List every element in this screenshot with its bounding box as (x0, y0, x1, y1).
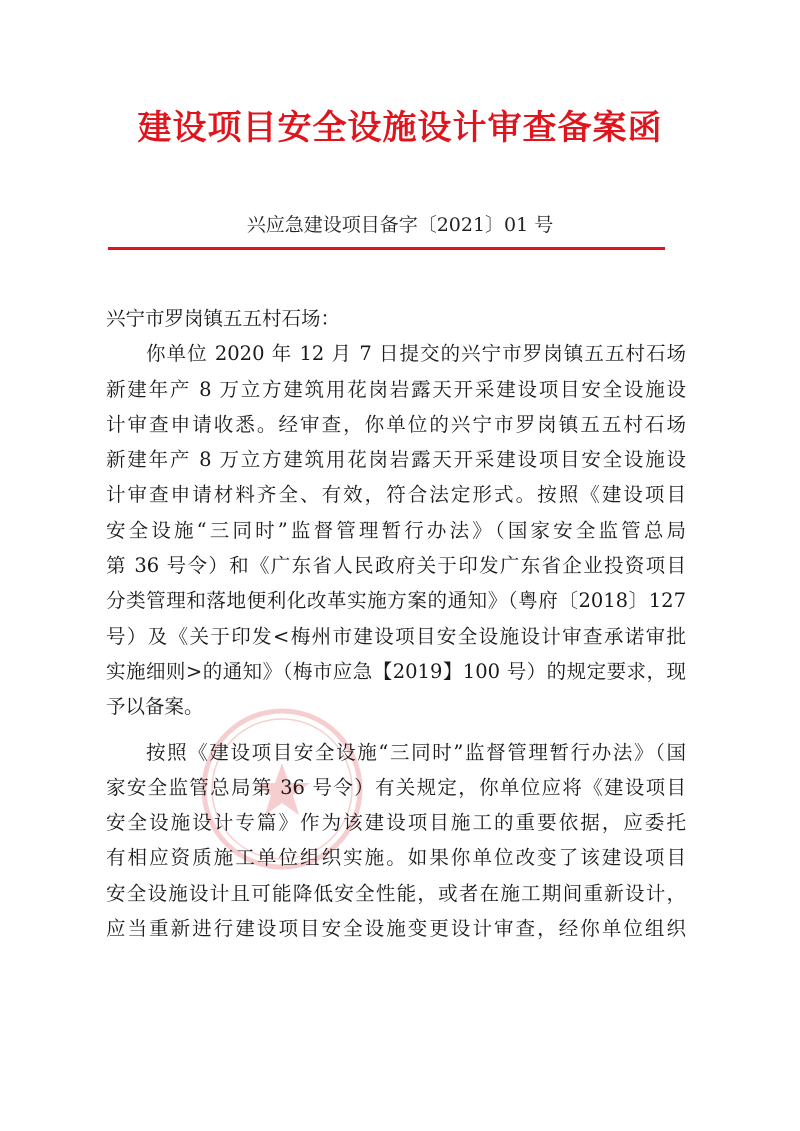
salutation: 兴宁市罗岗镇五五村石场： (106, 307, 341, 330)
paragraph-line: 新建年产 8 万立方建筑用花岗岩露天开采建设项目安全设施设 (106, 448, 686, 472)
document-body (106, 301, 686, 946)
paragraph-gap (106, 725, 686, 735)
paragraph-line: 号）及《关于印发<梅州市建设项目安全设施设计审查承诺审批 (106, 624, 686, 648)
paragraph-line: 按照《建设项目安全设施“三同时”监督管理暂行办法》（国 (146, 740, 686, 764)
paragraph-line: 家安全监管总局第 36 号令）有关规定，你单位应将《建设项目 (106, 775, 686, 799)
document-title: 建设项目安全设施设计审查备案函 (137, 108, 663, 148)
paragraph-line: 安全设施“三同时”监督管理暂行办法》（国家安全监管总局 (106, 518, 686, 542)
red-divider-rule (108, 247, 665, 250)
paragraph-line: 实施细则>的通知》（梅市应急【2019】100 号）的规定要求，现 (106, 659, 686, 683)
paragraph-line: 有相应资质施工单位组织实施。如果你单位改变了该建设项目 (106, 846, 686, 870)
paragraph-line: 予以备案。 (106, 695, 204, 719)
paragraph-line: 新建年产 8 万立方建筑用花岗岩露天开采建设项目安全设施设 (106, 377, 686, 401)
paragraph-line: 计审查申请材料齐全、有效，符合法定形式。按照《建设项目 (106, 483, 686, 507)
paragraph-line: 应当重新进行建设项目安全设施变更设计审查，经你单位组织 (106, 917, 686, 941)
document-number: 兴应急建设项目备字〔2021〕01 号 (246, 214, 554, 236)
paragraph-line: 安全设施设计专篇》作为该建设项目施工的重要依据，应委托 (106, 811, 686, 835)
paragraph-line: 安全设施设计且可能降低安全性能，或者在施工期间重新设计， (106, 881, 686, 905)
paragraph-line: 你单位 2020 年 12 月 7 日提交的兴宁市罗岗镇五五村石场 (146, 342, 686, 366)
paragraph-line: 计审查申请收悉。经审查，你单位的兴宁市罗岗镇五五村石场 (106, 412, 686, 436)
paragraph-line: 第 36 号令）和《广东省人民政府关于印发广东省企业投资项目 (106, 554, 686, 578)
paragraph-line: 分类管理和落地便利化改革实施方案的通知》（粤府〔2018〕127 (106, 589, 686, 613)
